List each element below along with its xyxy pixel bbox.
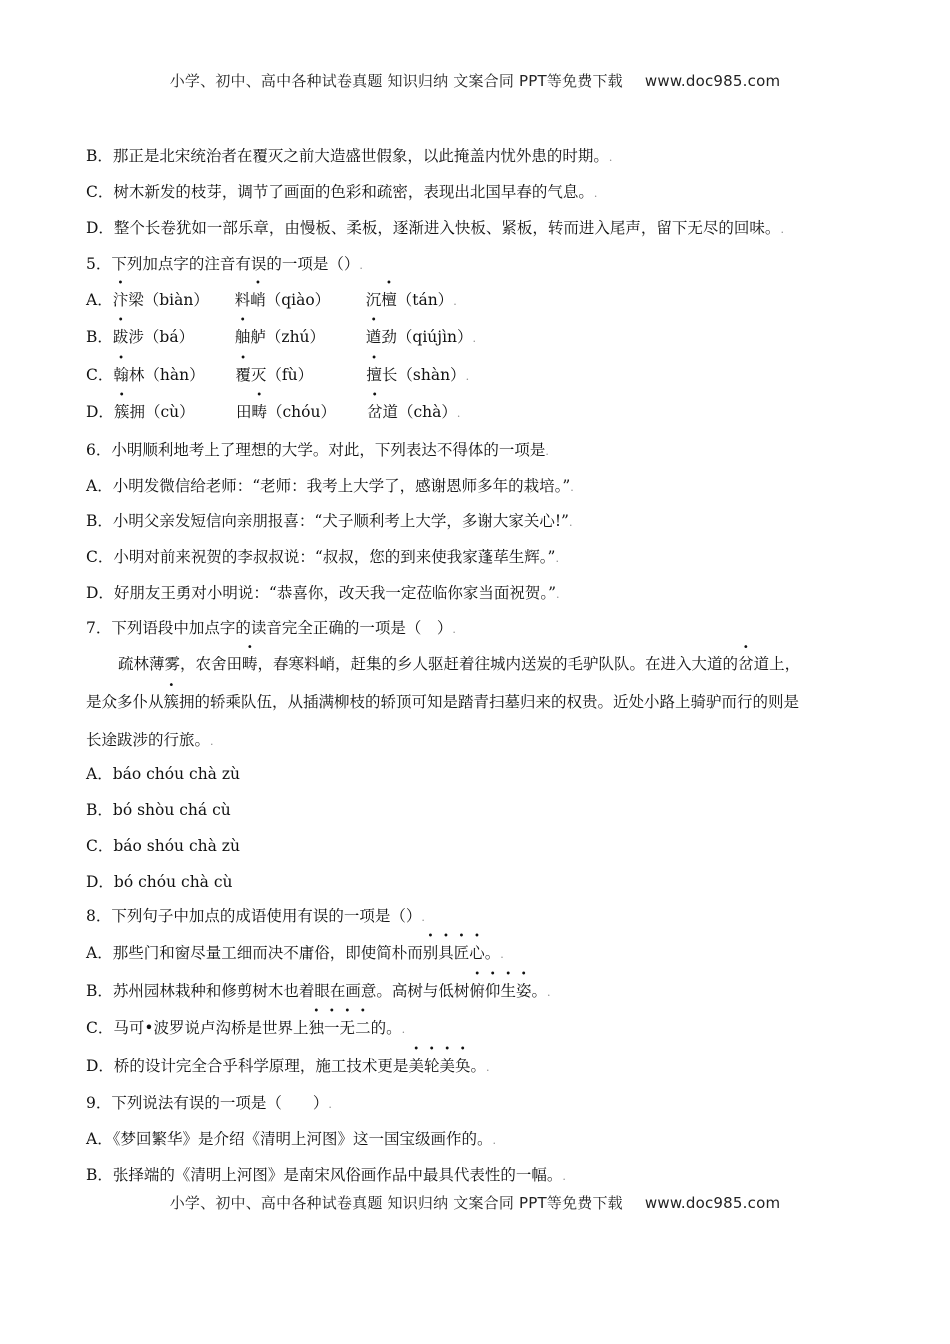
q4-option-d: D．整个长卷犹如一部乐章，由慢板、柔板，逐渐进入快板、紧板，转而进入尾声，留下无尽的回味。.	[86, 219, 784, 237]
q7-stem: 7．下列语段中加点字的读音完全正确的一项是（ ）.	[86, 619, 456, 637]
q6-option-a: A．小明发微信给老师：“老师：我考上大学了，感谢恩师多年的栽培。”.	[86, 477, 574, 495]
q4-option-b: B．那正是北宋统治者在覆灭之前大造盛世假象，以此掩盖内忧外患的时期。.	[86, 147, 613, 165]
passage-line-3: 长途跋涉的行旅。.	[86, 731, 214, 749]
q9-option-b: B．张择端的《清明上河图》是南宋风俗画作品中最具代表性的一幅。.	[86, 1166, 566, 1184]
q4-option-c: C．树木新发的枝芽，调节了画面的色彩和疏密，表现出北国早春的气息。.	[86, 183, 598, 201]
q6-option-c: C．小明对前来祝贺的李叔叔说：“叔叔，您的到来使我家蓬荜生辉。”.	[86, 548, 559, 566]
q8-option-d: D．桥的设计完全合乎科学原理，施工技术更是美轮美奂。.	[86, 1057, 490, 1075]
q5-option-d: D．簇拥（cù） 田畴（chóu） 岔道（chà）.	[86, 403, 461, 421]
q6-stem: 6．小明顺利地考上了理想的大学。对此，下列表达不得体的一项是.	[86, 441, 549, 459]
q5-option-a: A．汴梁（biàn） 料峭（qiào） 沉檀（tán）.	[86, 291, 457, 309]
q9-option-a: A．《梦回繁华》是介绍《清明上河图》这一国宝级画作的。.	[86, 1130, 496, 1148]
q7-option-b: B．bó shòu chá cù	[86, 801, 231, 819]
passage-line-1: 疏林薄雾，农舍田畴，春寒料峭，赶集的乡人驱赶着往城内送炭的毛驴队队。在进入大道的岔道上，	[118, 655, 801, 673]
q7-option-c: C．báo shóu chà zù	[86, 837, 240, 855]
q8-option-b: B．苏州园林栽种和修剪树木也着眼在画意。高树与低树俯仰生姿。.	[86, 982, 551, 1000]
footer-site-link[interactable]: www.doc985.com	[644, 1194, 781, 1212]
q5-option-c: C．翰林（hàn） 覆灭（fù） 擅长（shàn）.	[86, 366, 470, 384]
passage-line-2: 是众多仆从簇拥的轿乘队伍，从插满柳枝的轿顶可知是踏青扫墓归来的权贵。近处小路上骑驴而行的则是	[86, 693, 800, 711]
q6-option-b: B．小明父亲发短信向亲朋报喜：“犬子顺利考上大学，多谢大家关心!”.	[86, 512, 573, 530]
q8-stem: 8．下列句子中加点的成语使用有误的一项是（）.	[86, 907, 425, 925]
header-site-link[interactable]: www.doc985.com	[644, 72, 781, 90]
q6-option-d: D．好朋友王勇对小明说：“恭喜你，改天我一定莅临你家当面祝贺。”.	[86, 584, 560, 602]
q5-option-b: B．跋涉（bá） 舳舻（zhú） 遒劲（qiújìn）.	[86, 328, 477, 346]
q8-option-a: A．那些门和窗尽量工细而决不庸俗，即使简朴而别具匠心。.	[86, 944, 504, 962]
q9-stem: 9．下列说法有误的一项是（ ）.	[86, 1094, 332, 1112]
q8-option-c: C．马可•波罗说卢沟桥是世界上独一无二的。.	[86, 1019, 406, 1037]
page-footer	[0, 1192, 950, 1213]
q7-option-a: A．báo chóu chà zù	[86, 765, 241, 783]
header-text: 小学、初中、高中各种试卷真题 知识归纳 文案合同 PPT等免费下载	[169, 72, 623, 90]
page-header	[0, 70, 950, 91]
q7-option-d: D．bó chóu chà cù	[86, 873, 233, 891]
q5-stem: 5．下列加点字的注音有误的一项是（）.	[86, 255, 363, 273]
footer-text: 小学、初中、高中各种试卷真题 知识归纳 文案合同 PPT等免费下载	[169, 1194, 623, 1212]
